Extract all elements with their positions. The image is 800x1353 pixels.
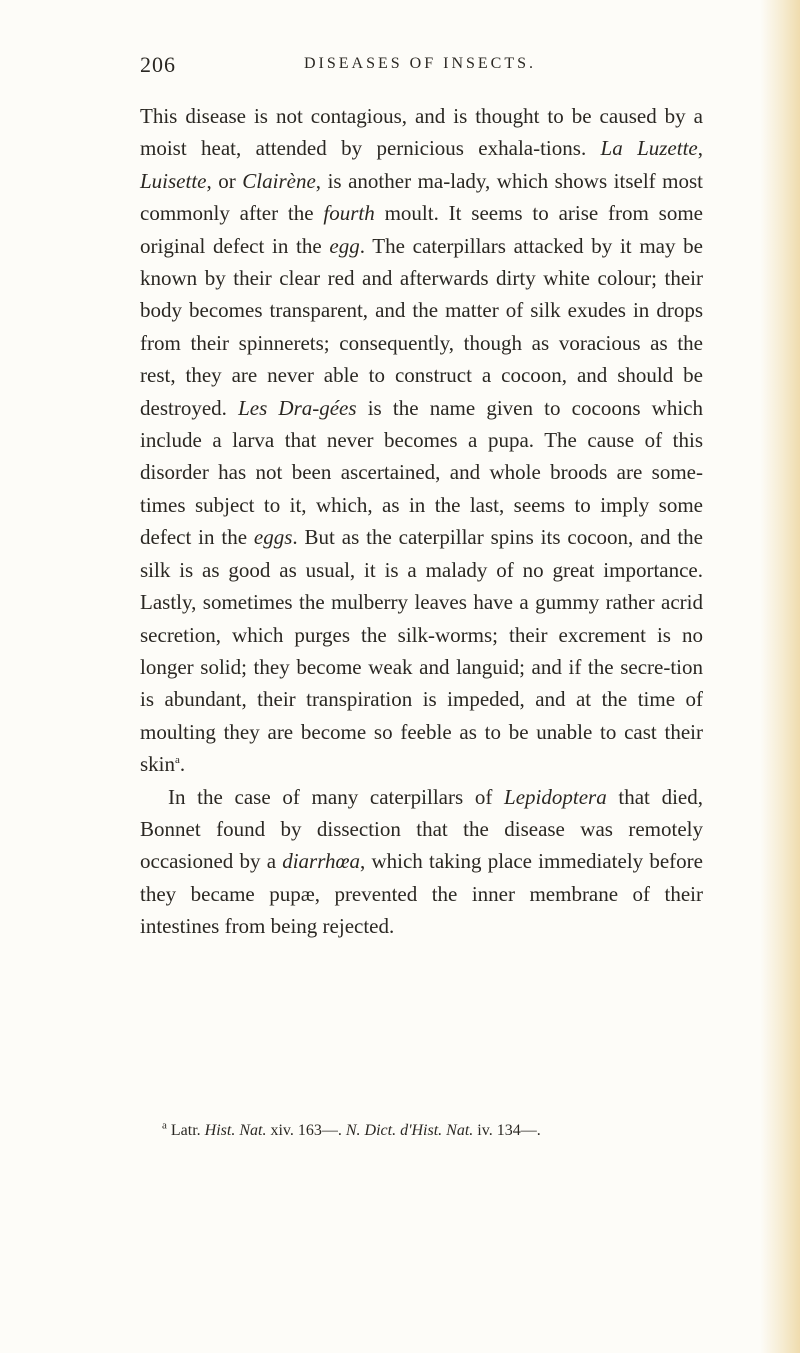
text-run: iv. 134—. — [473, 1122, 541, 1139]
text-run: Latr. — [166, 1122, 205, 1139]
page-number: 206 — [140, 52, 176, 77]
text-run: . — [179, 752, 186, 777]
body-text — [140, 100, 703, 943]
italic-text: diarrhœa — [282, 849, 361, 874]
footnote-marker: a — [175, 754, 180, 767]
italic-text: La Luzette — [600, 136, 698, 161]
page-edge-shading — [760, 0, 800, 1353]
paragraph — [140, 781, 703, 943]
italic-text: egg — [329, 233, 360, 258]
running-head: DISEASES OF INSECTS. — [303, 55, 537, 72]
italic-text: N. Dict. d'Hist. Nat. — [345, 1122, 474, 1139]
text-run: , or — [206, 168, 243, 193]
text-run: . But as the caterpillar spins its cocoon, and the silk is as good as usual, it is a malady of no great importance. Lastly, sometimes the mulberry leaves have a gummy rather acrid secretion, which purges the silk-worms; their excrement is no longer solid; they become weak and languid; and if the secre-tion is abundant, their transpiration is impeded, and at the time of moulting they are become so feeble as to be unable to cast their skin — [140, 525, 703, 777]
text-run: , is another ma-lady, which shows itself most commonly after the — [140, 168, 704, 226]
text-run: that died, Bonnet found by dissection that the disease was remotely occasioned by a — [140, 784, 703, 874]
italic-text: Luisette — [140, 168, 207, 193]
text-run: , — [697, 136, 703, 161]
text-run: , which taking place immediately before they became pupæ, prevented the inner membrane of their intestines from being rejected. — [140, 849, 703, 939]
text-run: is the name given to cocoons which include a larva that never becomes a pupa. The cause of this disorder has not been ascertained, and whole broods are some-times subject to it, which, as in the last, seems to imply some defect in the — [140, 395, 703, 550]
page-header — [140, 52, 700, 84]
text-run: In the case of many caterpillars of — [168, 784, 505, 809]
text-run: This disease is not contagious, and is thought to be caused by a moist heat, attended by pernicious exhala-tions. — [140, 104, 703, 161]
italic-text: Lepidoptera — [504, 784, 607, 809]
text-run: . The caterpillars attacked by it may be known by their clear red and afterwards dirty white colour; their body becomes transparent, and the matter of silk exudes in drops from their spinnerets; consequently, though as voracious as the rest, they are never able to construct a cocoon, and should be destroyed. — [140, 233, 703, 420]
italic-text: Les Dra-gées — [238, 395, 357, 420]
italic-text: eggs — [253, 525, 293, 550]
text-run: xiv. 163—. — [266, 1122, 346, 1139]
text-run: moult. It seems to arise from some original defect in the — [140, 201, 703, 258]
italic-text: fourth — [323, 201, 375, 226]
footnote — [162, 1120, 707, 1142]
italic-text: Hist. Nat. — [204, 1122, 267, 1139]
paragraph — [140, 100, 703, 781]
footnote-marker: a — [162, 1119, 167, 1132]
italic-text: Clairène — [242, 168, 316, 193]
